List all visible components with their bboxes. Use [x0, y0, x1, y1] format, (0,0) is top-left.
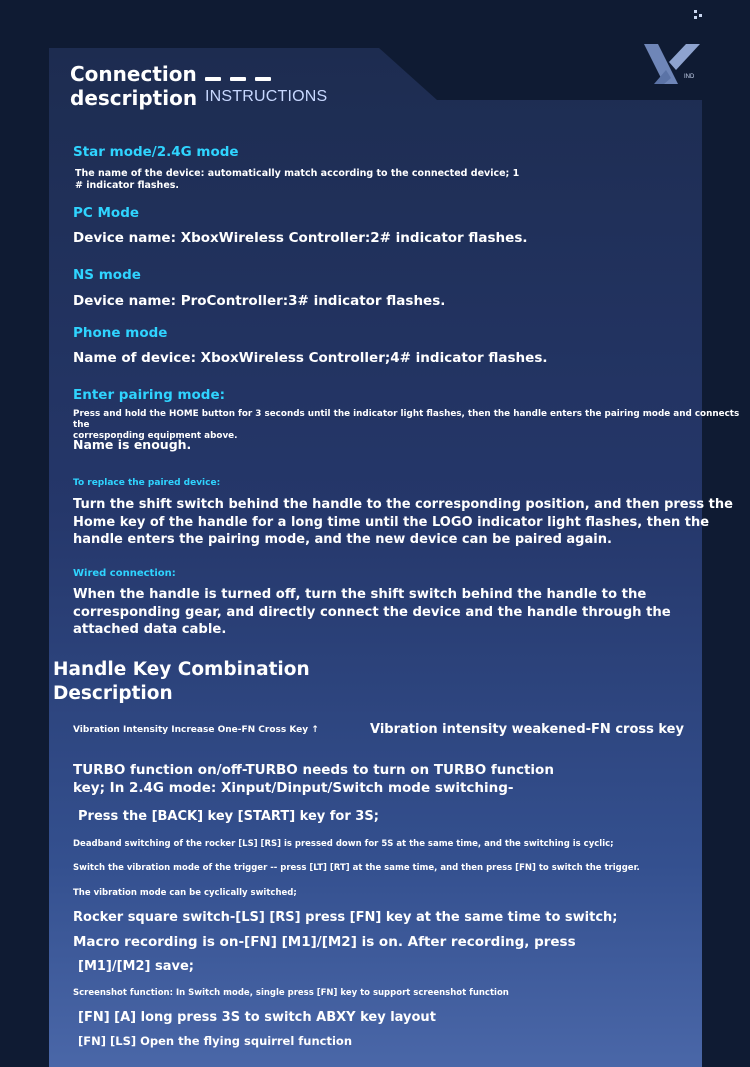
back-start-combo: Press the [BACK] key [START] key for 3S;: [78, 809, 379, 824]
star-body-line-2: # indicator flashes.: [75, 180, 180, 191]
vibration-increase: Vibration Intensity Increase One-FN Cross Key ↑: [73, 725, 319, 735]
replace-heading: To replace the paired device:: [73, 478, 221, 488]
ns-mode-heading: NS mode: [73, 267, 141, 283]
dash: [230, 77, 246, 81]
rocker-square-text: Rocker square switch-[LS] [RS] press [FN] key at the same time to switch;: [73, 910, 618, 925]
wired-heading: Wired connection:: [73, 568, 176, 579]
trigger-vibration-text: Switch the vibration mode of the trigger -- press [LT] [RT] at the same time, and then press [FN] to switch the trigger.: [73, 863, 640, 873]
combo-title: [53, 658, 310, 706]
ns-mode-body: Device name: ProController:3# indicator flashes.: [73, 293, 446, 309]
pc-mode-body: Device name: XboxWireless Controller:2# indicator flashes.: [73, 230, 528, 246]
star-body-line-1: The name of the device: automatically match according to the connected device; 1: [75, 168, 520, 179]
vibration-weaken: Vibration intensity weakened-FN cross key: [370, 722, 684, 737]
dash: [205, 77, 221, 81]
star-mode-heading: Star mode/2.4G mode: [73, 144, 239, 160]
combo-title-line-1: Handle Key Combination: [53, 659, 310, 680]
flying-squirrel-text: [FN] [LS] Open the flying squirrel function: [78, 1034, 353, 1048]
pairing-heading: Enter pairing mode:: [73, 387, 226, 403]
screenshot-text: Screenshot function: In Switch mode, single press [FN] key to support screenshot function: [73, 988, 509, 998]
macro-line-1: Macro recording is on-[FN] [M1]/[M2] is on. After recording, press: [73, 934, 576, 950]
logo-text: IND: [684, 74, 695, 80]
replace-line-1: Turn the shift switch behind the handle to the corresponding position, and then press the: [73, 497, 733, 512]
cyclic-text: The vibration mode can be cyclically switched;: [73, 888, 297, 898]
title-line-1: Connection: [70, 62, 197, 86]
wired-line-3: attached data cable.: [73, 622, 227, 637]
turbo-line-1: TURBO function on/off-TURBO needs to turn on TURBO function: [73, 762, 554, 778]
phone-mode-heading: Phone mode: [73, 325, 168, 341]
turbo-description: [73, 762, 554, 797]
wired-body: [73, 586, 671, 639]
deadband-text: Deadband switching of the rocker [LS] [RS] is pressed down for 5S at the same time, and the switching is cyclic;: [73, 839, 614, 849]
pairing-small-line-2: corresponding equipment above.: [73, 431, 238, 441]
subtitle: INSTRUCTIONS: [205, 88, 328, 105]
star-mode-body: [75, 168, 519, 192]
abxy-text: [FN] [A] long press 3S to switch ABXY key layout: [78, 1010, 436, 1025]
title-line-2: description: [70, 86, 198, 110]
wired-line-1: When the handle is turned off, turn the shift switch behind the handle to the: [73, 587, 647, 602]
dash-decoration: [205, 77, 271, 81]
combo-title-line-2: Description: [53, 683, 173, 704]
replace-line-3: handle enters the pairing mode, and the new device can be paired again.: [73, 532, 612, 547]
phone-mode-body: Name of device: XboxWireless Controller;4# indicator flashes.: [73, 350, 548, 366]
pairing-small-line-1: Press and hold the HOME button for 3 seconds until the indicator light flashes, then the handle enters the pairing mode and connects the: [73, 409, 740, 430]
corner-dots-icon: [694, 10, 704, 20]
replace-line-2: Home key of the handle for a long time until the LOGO indicator light flashes, then the: [73, 514, 710, 530]
pairing-body: Name is enough.: [73, 437, 192, 452]
turbo-line-2: key; In 2.4G mode: Xinput/Dinput/Switch mode switching-: [73, 779, 514, 796]
macro-line-2: [M1]/[M2] save;: [78, 959, 195, 974]
x-logo-icon: [640, 40, 704, 88]
dash: [255, 77, 271, 81]
wired-line-2: corresponding gear, and directly connect the device and the handle through the: [73, 604, 671, 620]
page-title: [70, 62, 197, 110]
replace-body: [73, 496, 733, 549]
pc-mode-heading: PC Mode: [73, 205, 140, 221]
